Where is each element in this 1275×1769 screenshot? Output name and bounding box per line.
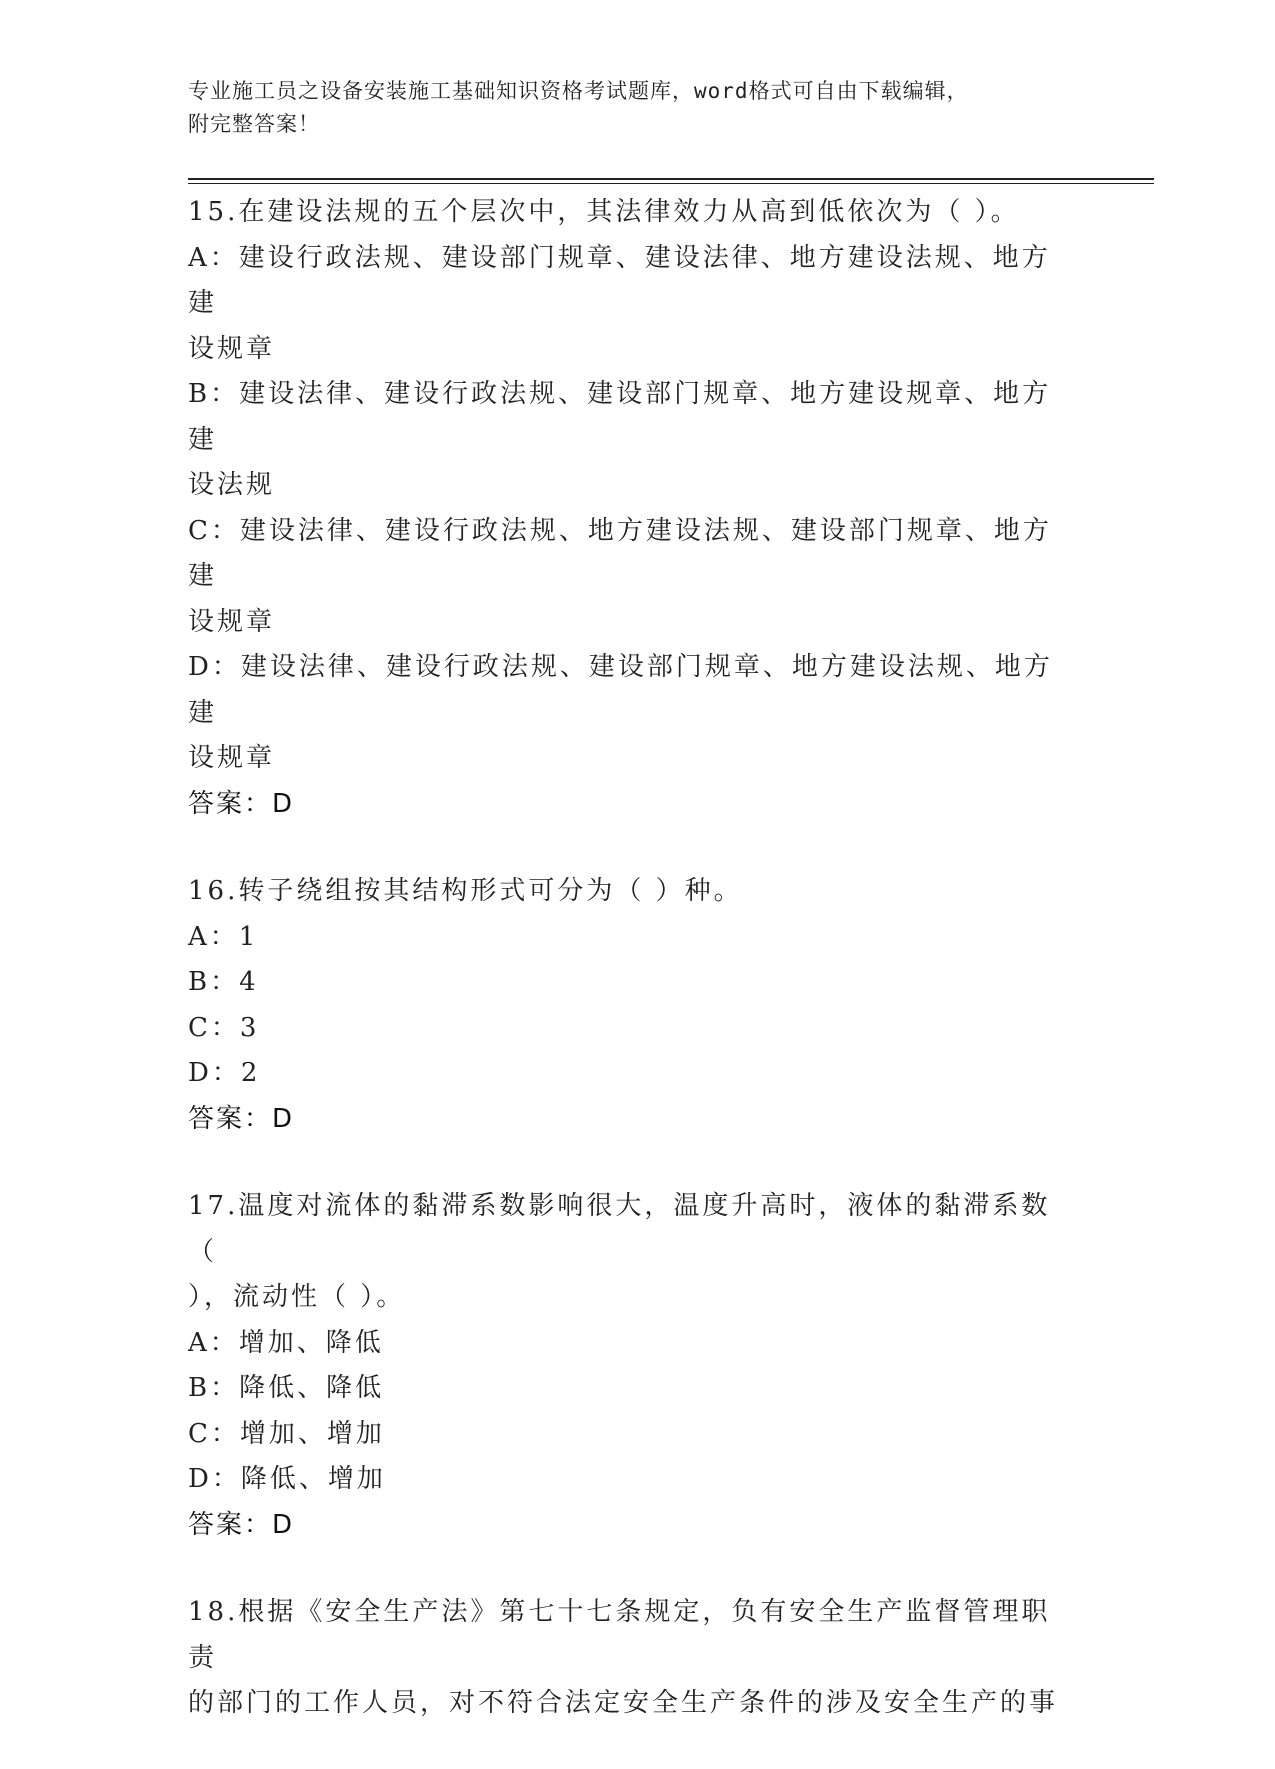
header-divider-thin [188,183,1154,184]
question-15 [188,190,1078,827]
header-line-2: 附完整答案！ [188,112,320,136]
option-b-line-2: 设法规 [188,470,276,500]
question-stem-line-1: 18.根据《安全生产法》第七十七条规定，负有安全生产监督管理职责 [188,1597,1051,1673]
option-c: C：3 [188,1012,260,1043]
option-a: A：1 [188,921,259,952]
option-b-line-1: B：建设法律、建设行政法规、建设部门规章、地方建设规章、地方建 [188,379,1052,455]
header-note [188,75,1068,141]
question-16 [188,869,1078,1142]
question-stem-line-2: ），流动性（ ）。 [188,1282,406,1312]
option-a: A：增加、降低 [188,1327,384,1358]
header-divider-thick [188,178,1154,180]
question-stem-line-2: 的部门的工作人员，对不符合法定安全生产条件的涉及安全生产的事 [188,1688,1059,1718]
option-c: C：增加、增加 [188,1418,385,1449]
answer-label: 答案：D [188,1103,295,1134]
option-b: B：降低、降低 [188,1373,385,1403]
option-d-line-1: D：建设法律、建设行政法规、建设部门规章、地方建设法规、地方建 [188,652,1053,728]
question-17 [188,1184,1078,1548]
header-line-1: 专业施工员之设备安装施工基础知识资格考试题库，word格式可自由下载编辑， [188,79,969,103]
option-a-line-2: 设规章 [188,333,276,364]
question-stem-line-1: 17.温度对流体的黏滞系数影响很大，温度升高时，液体的黏滞系数（ [188,1191,1051,1267]
option-c-line-2: 设规章 [188,606,276,637]
option-d-line-2: 设规章 [188,743,276,773]
option-d: D：降低、增加 [188,1464,386,1494]
option-a-line-1: A：建设行政法规、建设部门规章、建设法律、地方建设法规、地方建 [188,242,1051,318]
option-c-line-1: C：建设法律、建设行政法规、地方建设法规、建设部门规章、地方建 [188,515,1052,591]
question-stem: 16.转子绕组按其结构形式可分为（ ）种。 [188,876,743,906]
question-18 [188,1590,1078,1727]
question-stem: 15.在建设法规的五个层次中，其法律效力从高到低依次为（ ）。 [188,197,1020,227]
question-list [188,190,1078,1769]
answer-label: 答案：D [188,788,295,819]
option-b: B：4 [188,967,259,997]
option-d: D：2 [188,1058,261,1088]
answer-label: 答案：D [188,1509,295,1540]
